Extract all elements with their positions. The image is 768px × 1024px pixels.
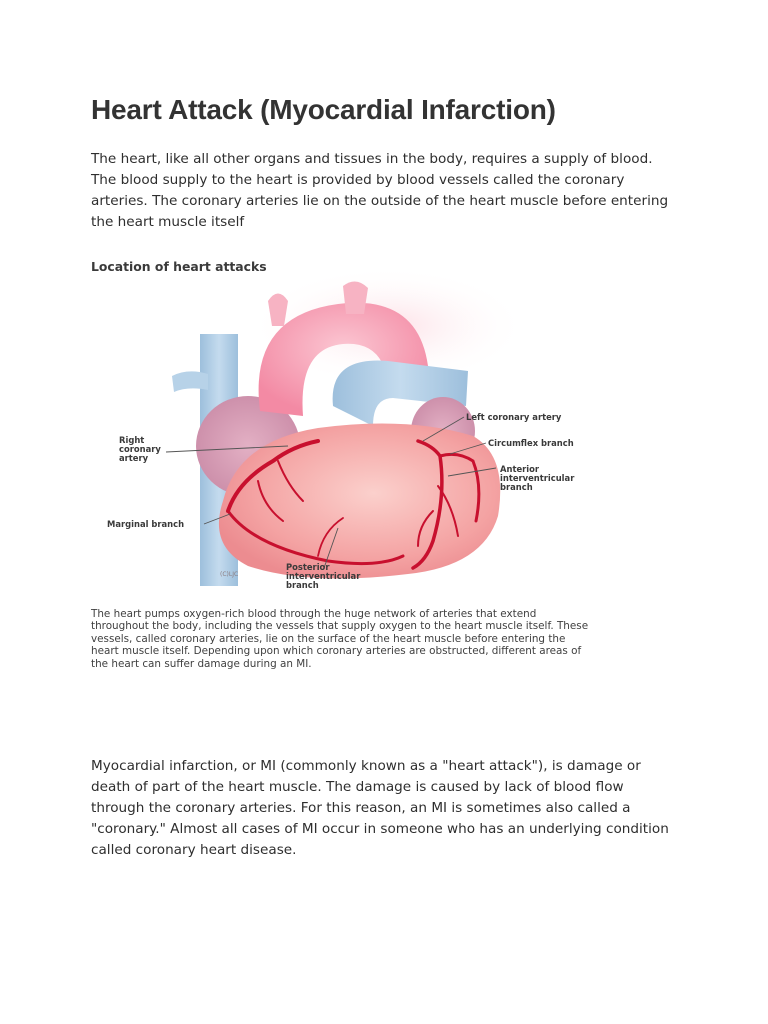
figure-caption: The heart pumps oxygen-rich blood through the huge network of arteries that extend throughout the body, including the vessels that supply oxygen to the heart muscle itself. These vessels, called coronary arteries, lie on the surface of the heart muscle before entering the heart muscle itself. Depending upon which coronary arteries are obstructed, different areas of the heart can suffer damage during an MI.	[91, 608, 589, 670]
label-left-coronary: Left coronary artery	[466, 412, 562, 422]
figure-title: Location of heart attacks	[91, 259, 267, 274]
heart-figure	[88, 256, 598, 696]
label-right-coronary-1: Right	[119, 435, 145, 445]
page-title: Heart Attack (Myocardial Infarction)	[91, 94, 556, 125]
label-marginal-branch: Marginal branch	[107, 519, 185, 529]
heart-illustration	[88, 256, 598, 606]
label-anterior-2: interventricular	[500, 473, 575, 483]
label-anterior-3: branch	[500, 482, 533, 492]
label-right-coronary-3: artery	[119, 453, 149, 463]
label-anterior-1: Anterior	[500, 464, 540, 474]
illustration-credit: (C)LJC	[220, 571, 239, 578]
body-paragraph: Myocardial infarction, or MI (commonly known as a "heart attack"), is damage or death of part of the heart muscle. The damage is caused by lack of blood flow through the coronary arteries. For this reason, an MI is sometimes also called a "coronary." Almost all cases of MI occur in someone who has an underlying condition called coronary heart disease.	[91, 758, 669, 858]
vein-branch-shape	[172, 371, 208, 392]
label-posterior-2: interventricular	[286, 571, 361, 581]
label-posterior-1: Posterior	[286, 562, 330, 572]
intro-paragraph: The heart, like all other organs and tissues in the body, requires a supply of blood. The blood supply to the heart is provided by blood vessels called the coronary arteries. The coronary arteries lie on the outside of the heart muscle before entering the heart muscle itself	[91, 151, 669, 230]
label-circumflex: Circumflex branch	[488, 438, 574, 448]
label-posterior-3: branch	[286, 580, 319, 590]
aortic-branch-shape	[343, 281, 368, 314]
label-right-coronary-2: coronary	[119, 444, 161, 454]
